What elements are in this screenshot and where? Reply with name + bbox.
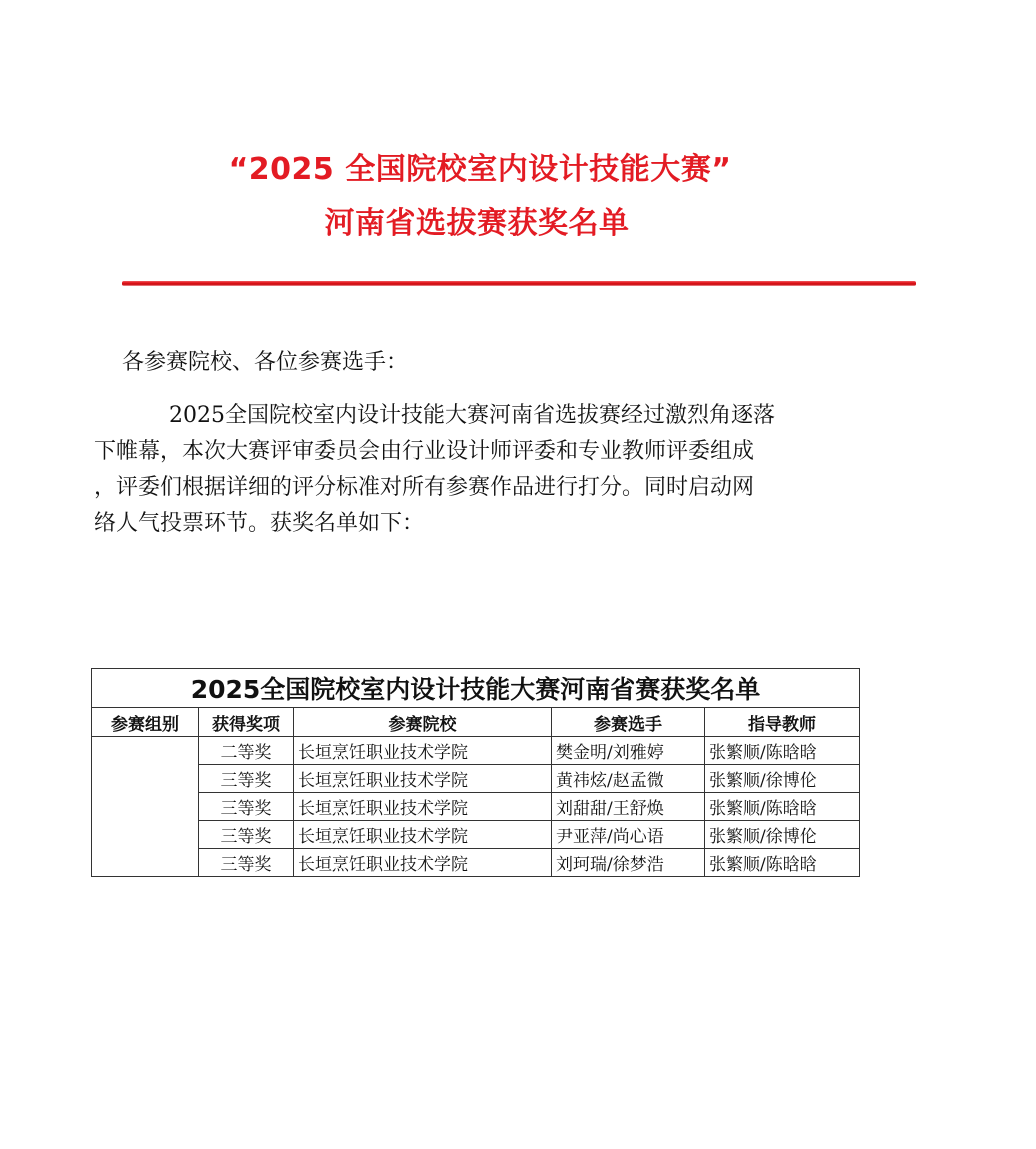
teachers-cell: 张繁顺/徐博伦 [705,821,860,849]
players-cell: 樊金明/刘雅婷 [552,737,705,765]
players-cell: 黄祎炫/赵孟微 [552,765,705,793]
teachers-cell: 张繁顺/徐博伦 [705,765,860,793]
players-cell: 尹亚萍/尚心语 [552,821,705,849]
letter-body-line: 2025全国院校室内设计技能大赛河南省选拔赛经过激烈角逐落 [169,403,775,428]
header-teachers: 指导教师 [705,708,860,737]
letter-body-line: 下帷幕，本次大赛评审委员会由行业设计师评委和专业教师评委组成 [94,439,755,464]
letter-body [94,398,854,542]
award-cell: 三等奖 [199,793,294,821]
award-list-table [91,668,860,877]
table-title: 2025全国院校室内设计技能大赛河南省赛获奖名单 [92,669,860,708]
table-header-row [92,708,860,737]
letter-salutation: 各参赛院校、各位参赛选手： [122,350,409,375]
teachers-cell: 张繁顺/陈晗晗 [705,849,860,877]
players-cell: 刘珂瑞/徐梦浩 [552,849,705,877]
letter-body-line: ，评委们根据详细的评分标准对所有参赛作品进行打分。同时启动网 [94,475,755,500]
school-cell: 长垣烹饪职业技术学院 [294,737,552,765]
award-cell: 三等奖 [199,765,294,793]
players-cell: 刘甜甜/王舒焕 [552,793,705,821]
document-title-line2: 河南省选拔赛获奖名单 [324,206,630,241]
red-divider-rule [122,281,916,286]
award-cell: 三等奖 [199,849,294,877]
school-cell: 长垣烹饪职业技术学院 [294,793,552,821]
header-school: 参赛院校 [294,708,552,737]
school-cell: 长垣烹饪职业技术学院 [294,849,552,877]
letter-body-line: 络人气投票环节。获奖名单如下： [94,511,425,536]
table-row [92,765,860,793]
table-row [92,821,860,849]
award-cell: 二等奖 [199,737,294,765]
teachers-cell: 张繁顺/陈晗晗 [705,737,860,765]
header-group: 参赛组别 [92,708,199,737]
table-row [92,793,860,821]
teachers-cell: 张繁顺/陈晗晗 [705,793,860,821]
group-cell [92,737,199,877]
award-cell: 三等奖 [199,821,294,849]
school-cell: 长垣烹饪职业技术学院 [294,765,552,793]
document-title-line1: “2025 全国院校室内设计技能大赛” [228,152,732,187]
school-cell: 长垣烹饪职业技术学院 [294,821,552,849]
header-award: 获得奖项 [199,708,294,737]
table-row [92,849,860,877]
header-players: 参赛选手 [552,708,705,737]
table-row [92,737,860,765]
